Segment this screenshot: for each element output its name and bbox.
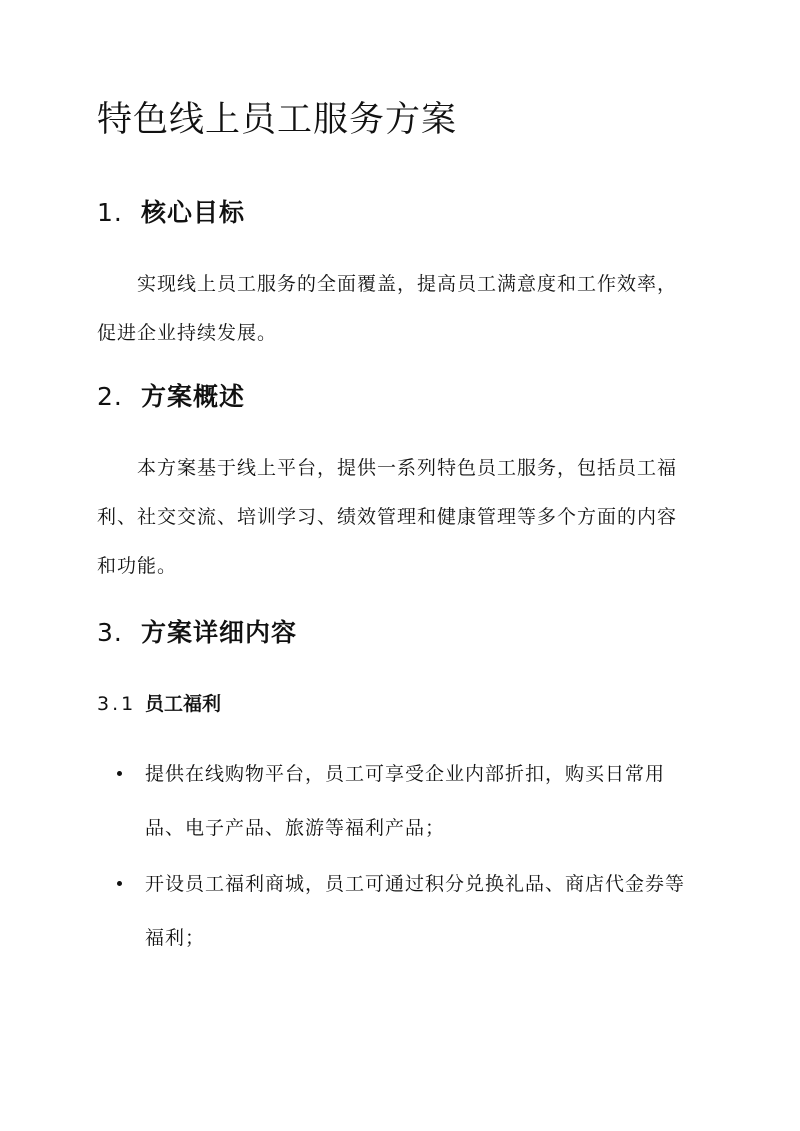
section-3-heading <box>97 616 297 650</box>
bullet-icon <box>117 771 122 776</box>
list-item <box>115 857 695 965</box>
section-1-number: 1. <box>97 198 123 227</box>
section-2-title: 方案概述 <box>141 382 246 411</box>
section-2-heading <box>97 380 245 414</box>
benefits-bullet-list <box>115 747 695 967</box>
subsection-3-1-number: 3.1 <box>97 693 137 715</box>
section-2-number: 2. <box>97 382 123 411</box>
section-3-title: 方案详细内容 <box>141 618 298 647</box>
document-title: 特色线上员工服务方案 <box>97 100 458 140</box>
section-1-title: 核心目标 <box>141 198 246 227</box>
subsection-3-1-title: 员工福利 <box>145 693 222 715</box>
bullet-icon <box>117 881 122 886</box>
bullet-text: 提供在线购物平台，员工可享受企业内部折扣，购买日常用品、电子产品、旅游等福利产品； <box>145 763 666 839</box>
section-1-heading <box>97 196 245 230</box>
list-item <box>115 747 695 855</box>
subsection-3-1-heading <box>97 690 221 718</box>
section-3-number: 3. <box>97 618 123 647</box>
bullet-text: 开设员工福利商城，员工可通过积分兑换礼品、商店代金券等福利； <box>145 873 686 949</box>
section-2-paragraph: 本方案基于线上平台，提供一系列特色员工服务，包括员工福利、社交交流、培训学习、绩效管理和健康管理等多个方面的内容和功能。 <box>97 457 678 577</box>
section-1-paragraph: 实现线上员工服务的全面覆盖，提高员工满意度和工作效率，促进企业持续发展。 <box>97 273 678 344</box>
